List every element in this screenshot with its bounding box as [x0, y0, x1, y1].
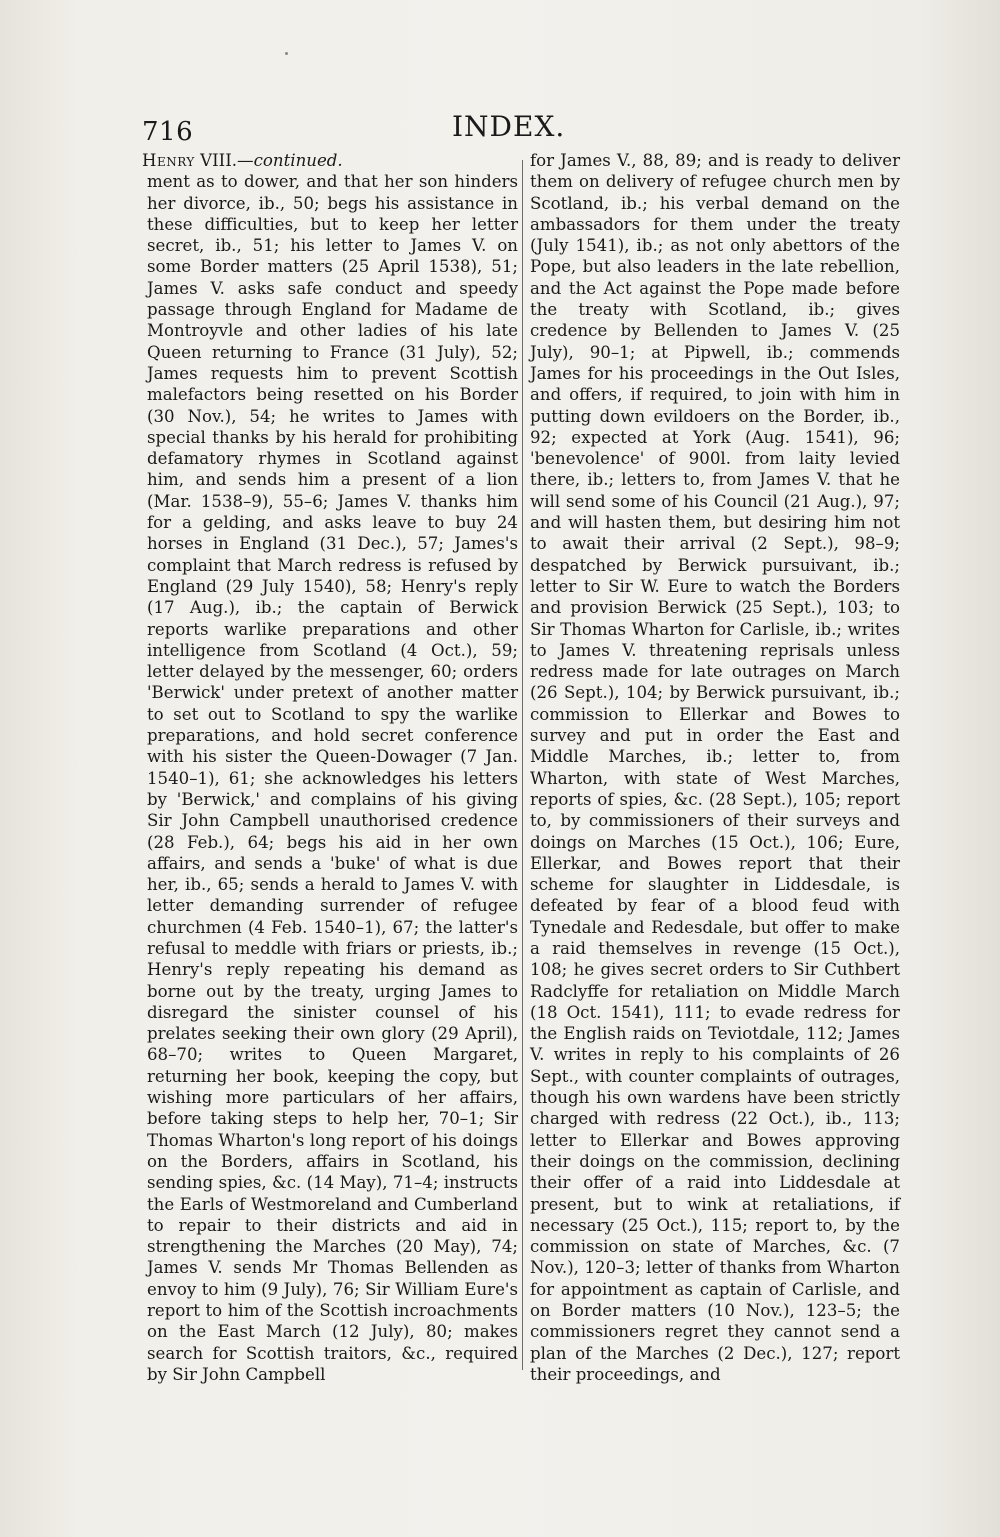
- entry-heading: [142, 150, 518, 171]
- left-column-text: ment as to dower, and that her son hinders her divorce, ib., 50; begs his assistance in these difficulties, but to keep her letter secret, ib., 51; his letter to James V. on some Border matters (25 April 1538), 51; James V. asks safe conduct and speedy passage through England for Madame de Montroyvle and other ladies of his late Queen returning to France (31 July), 52; James requests him to prevent Scottish malefactors being resetted on his Border (30 Nov.), 54; he writes to James with special thanks by his herald for prohibiting defamatory rhymes in Scotland against him, and sends him a present of a lion (Mar. 1538–9), 55–6; James V. thanks him for a gelding, and asks leave to buy 24 horses in England (31 Dec.), 57; James's complaint that March redress is refused by England (29 July 1540), 58; Henry's reply (17 Aug.), ib.; the captain of Berwick reports warlike preparations and other intelligence from Scotland (4 Oct.), 59; letter delayed by the messenger, 60; orders 'Berwick' under pretext of another matter to set out to Scotland to spy the warlike preparations, and hold secret conference with his sister the Queen-Dowager (7 Jan. 1540–1), 61; she acknowledges his letters by 'Berwick,' and complains of his giving Sir John Campbell unauthorised credence (28 Feb.), 64; begs his aid in her own affairs, and sends a 'buke' of what is due her, ib., 65; sends a herald to James V. with letter demanding surrender of refugee churchmen (4 Feb. 1540–1), 67; the latter's refusal to meddle with friars or priests, ib.; Henry's reply repeating his demand as borne out by the treaty, urging James to disregard the sinister counsel of his prelates seeking their own glory (29 April), 68–70; writes to Queen Margaret, returning her book, keeping the copy, but wishing more particulars of her affairs, before taking steps to help her, 70–1; Sir Thomas Wharton's long report of his doings on the Borders, affairs in Scotland, his sending spies, &c. (14 May), 71–4; instructs the Earls of Westmoreland and Cumberland to repair to their districts and aid in strengthening the Marches (20 May), 74; James V. sends Mr Thomas Bellenden as envoy to him (9 July), 76; Sir William Eure's report to him of the Scottish incroachments on the East March (12 July), 80; makes search for Scottish traitors, &c., required by Sir John Campbell: [147, 172, 518, 1384]
- ink-speck: [285, 52, 288, 55]
- page-number: 716: [142, 117, 194, 147]
- right-column: [530, 150, 900, 1385]
- column-divider: [522, 160, 523, 1370]
- right-column-text: for James V., 88, 89; and is ready to deliver them on delivery of refugee church men by Scotland, ib.; his verbal demand on the ambassadors for them under the treaty (July 1541), ib.; as not only abettors of the Pope, but also leaders in the late rebellion, and the Act against the Pope made before the treaty with Scotland, ib.; gives credence by Bellenden to James V. (25 July), 90–1; at Pipwell, ib.; commends James for his proceedings in the Out Isles, and offers, if required, to join with him in putting down evildoers on the Border, ib., 92; expected at York (Aug. 1541), 96; 'benevolence' of 900l. from laity levied there, ib.; letters to, from James V. that he will send some of his Council (21 Aug.), 97; and will hasten them, but desiring him not to await their arrival (2 Sept.), 98–9; despatched by Berwick pursuivant, ib.; letter to Sir W. Eure to watch the Borders and provision Berwick (25 Sept.), 103; to Sir Thomas Wharton for Carlisle, ib.; writes to James V. threatening reprisals unless redress made for late outrages on March (26 Sept.), 104; by Berwick pursuivant, ib.; commission to Ellerkar and Bowes to survey and put in order the East and Middle Marches, ib.; letter to, from Wharton, with state of West Marches, reports of spies, &c. (28 Sept.), 105; report to, by commissioners of their surveys and doings on Marches (15 Oct.), 106; Eure, Ellerkar, and Bowes report that their scheme for slaughter in Liddesdale, is defeated by fear of a blood feud with Tynedale and Redesdale, but offer to make a raid themselves in revenge (15 Oct.), 108; he gives secret orders to Sir Cuthbert Radclyffe for retaliation on Middle March (18 Oct. 1541), 111; to evade redress for the English raids on Teviotdale, 112; James V. writes in reply to his complaints of 26 Sept., with counter complaints of outrages, though his own wardens have been strictly charged with redress (22 Oct.), ib., 113; letter to Ellerkar and Bowes approving their doings on the commission, declining their offer of a raid into Liddesdale at present, but to wink at retaliations, if necessary (25 Oct.), 115; report to, by the commission on state of Marches, &c. (7 Nov.), 120–3; letter of thanks from Wharton for appointment as captain of Carlisle, and on Border matters (10 Nov.), 123–5; the commissioners regret they cannot send a plan of the Marches (2 Dec.), 127; report their proceedings, and: [530, 151, 900, 1384]
- entry-heading-continued: —continued.: [237, 151, 343, 170]
- running-head: INDEX.: [452, 110, 566, 143]
- entry-heading-name: Henry: [142, 151, 195, 170]
- left-column: [142, 150, 518, 1385]
- entry-heading-numeral: VIII.: [194, 151, 238, 170]
